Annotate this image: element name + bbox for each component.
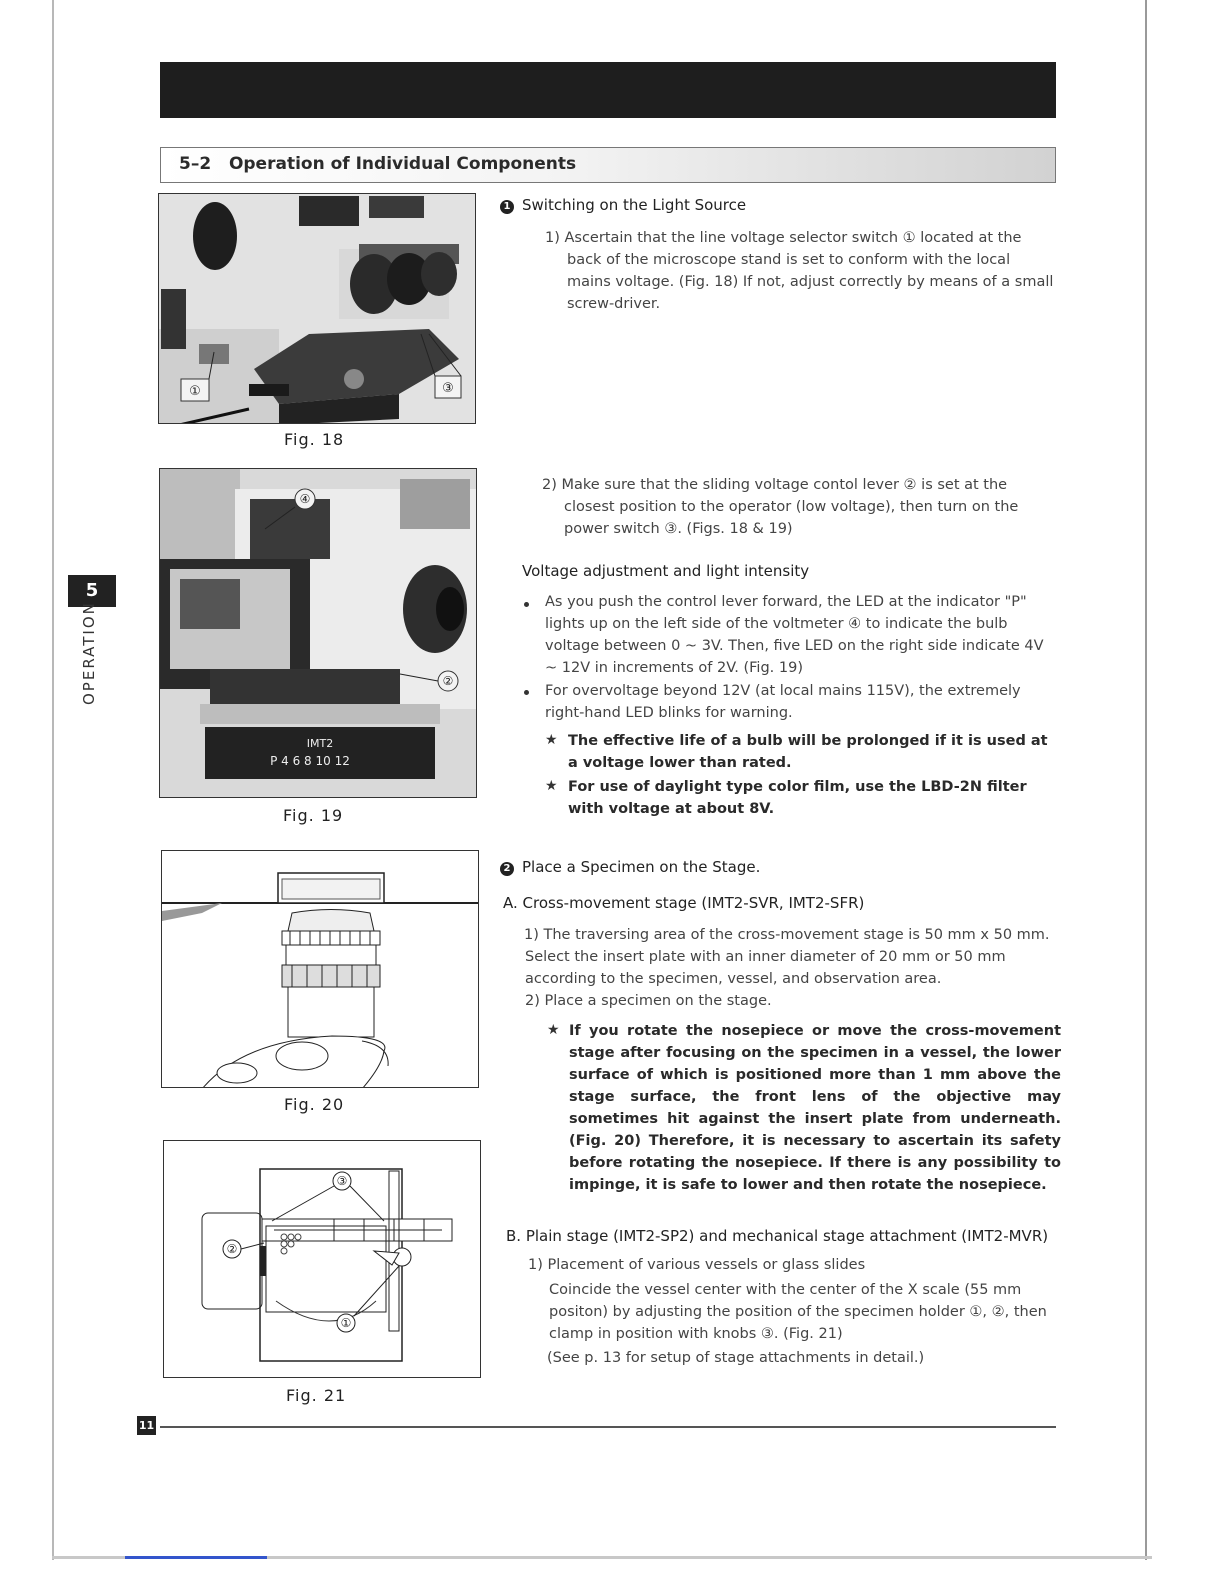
section-number: 5–2: [179, 154, 212, 174]
part-b-heading: B. Plain stage (IMT2-SP2) and mechanical stage attachment (IMT2-MVR): [506, 1227, 1049, 1245]
header-band: [160, 62, 1056, 118]
fig19-panel-scale: P 4 6 8 10 12: [270, 754, 350, 768]
star-icon: ★: [547, 1022, 560, 1038]
figure-19-photo: [159, 468, 477, 798]
fig19-panel-model: IMT2: [306, 737, 334, 750]
nosepiece-safety-note: If you rotate the nosepiece or move the cross-movement stage after focusing on the specimen in a vessel, the lower surface of which is positioned more than 1 mm above the stage surface, the front lens of the objective may sometimes hit against the insert plate from underneath. (Fig. 20) Therefore, it is necessary to ascertain its safety before rotating the nosepiece. If there is any possibility to impinge, it is safe to lower and then rotate the nosepiece.: [569, 1023, 1061, 1193]
fig21-marker-2: ②: [226, 1242, 238, 1256]
fig19-marker-2: ②: [442, 674, 454, 688]
page-right-edge: [1145, 0, 1147, 1560]
star-icon: ★: [545, 732, 558, 748]
page-number: 11: [137, 1416, 156, 1435]
part-a-item2: 2) Place a specimen on the stage.: [525, 993, 772, 1009]
bullet-dot: [524, 690, 529, 695]
bullet-dot: [524, 602, 529, 607]
part-a-item1: 1) The traversing area of the cross-movement stage is 50 mm x 50 mm. Select the insert plate with an inner diameter of 20 mm or 50 mm according to the specimen, vessel, and observation area.: [524, 927, 1050, 987]
step1-item1: [545, 227, 1057, 315]
section-title: [179, 154, 576, 174]
chapter-label: OPERATION: [80, 601, 98, 705]
page-left-edge: [52, 0, 54, 1560]
figure-18-caption: Fig. 18: [284, 430, 345, 449]
voltage-bullet-2: For overvoltage beyond 12V (at local mains 115V), the extremely right-hand LED blinks for warning.: [545, 683, 1021, 721]
section-title-text: Operation of Individual Components: [228, 154, 577, 174]
step1-number-icon: 1: [500, 200, 514, 214]
fig21-marker-1: ①: [340, 1316, 352, 1330]
fig18-marker-1: ①: [189, 384, 201, 399]
part-b-item1-title: 1) Placement of various vessels or glass slides: [528, 1257, 866, 1273]
voltage-bullet-1: As you push the control lever forward, the LED at the indicator "P" lights up on the left side of the voltmeter ④ to indicate the bulb voltage between 0 ~ 3V. Then, five LED on the right side indicate 4V ~ 12V in increments of 2V. (Fig. 19): [545, 594, 1044, 676]
step1-heading-text: Switching on the Light Source: [522, 196, 747, 214]
step1-item2: [542, 474, 1056, 540]
fig18-marker-3: ③: [442, 381, 454, 396]
step2-number-icon: 2: [500, 862, 514, 876]
fig21-marker-3: ③: [336, 1174, 348, 1188]
figure-21-drawing: [163, 1140, 481, 1378]
step1-item1-text: 1) Ascertain that the line voltage selector switch ① located at the back of the microscope stand is set to conform with the local mains voltage. (Fig. 18) If not, adjust correctly by means of a small screw-driver.: [545, 230, 1054, 312]
part-b-item1-reference: (See p. 13 for setup of stage attachments in detail.): [547, 1350, 925, 1366]
step2-heading-text: Place a Specimen on the Stage.: [522, 858, 761, 876]
color-film-note: For use of daylight type color film, use the LBD-2N filter with voltage at about 8V.: [568, 779, 1027, 817]
page-bottom-link-bar: [125, 1556, 267, 1559]
figure-19-caption: Fig. 19: [283, 806, 344, 825]
figure-21-caption: Fig. 21: [286, 1386, 347, 1405]
fig19-marker-4: ④: [299, 492, 311, 506]
star-icon: ★: [545, 778, 558, 794]
step1-item2-text: 2) Make sure that the sliding voltage contol lever ② is set at the closest position to the operator (low voltage), then turn on the power switch ③. (Figs. 18 & 19): [542, 477, 1019, 537]
figure-20-caption: Fig. 20: [284, 1095, 345, 1114]
section-header: [160, 147, 1056, 183]
part-a-heading: A. Cross-movement stage (IMT2-SVR, IMT2-SFR): [503, 894, 865, 912]
voltage-subheading: Voltage adjustment and light intensity: [522, 562, 810, 580]
step1-heading: [500, 196, 746, 214]
part-b-item1-body: Coincide the vessel center with the center of the X scale (55 mm positon) by adjusting the position of the specimen holder ①, ②, then clamp in position with knobs ③. (Fig. 21): [549, 1282, 1047, 1342]
chapter-tab: 5: [68, 575, 116, 607]
bulb-life-note: The effective life of a bulb will be prolonged if it is used at a voltage lower than rated.: [568, 733, 1048, 771]
figure-20-drawing: [161, 850, 479, 1088]
bottom-rule: [160, 1426, 1056, 1428]
figure-18-photo: [158, 193, 476, 424]
step2-heading: [500, 858, 760, 876]
